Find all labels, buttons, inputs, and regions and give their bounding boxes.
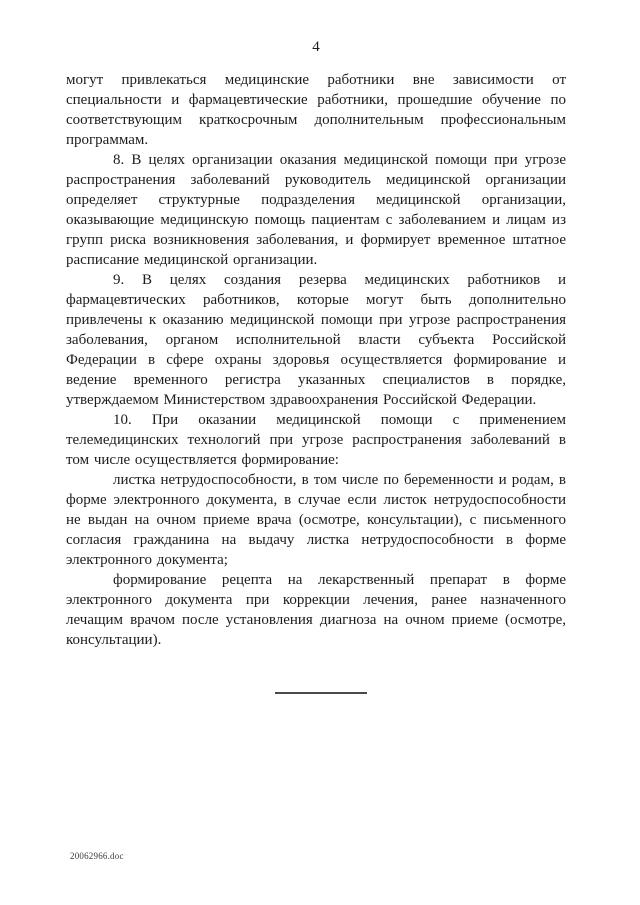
paragraph-item-10: 10. При оказании медицинской помощи с применением телемедицинских технологий при угрозе распространения заболеваний в том числе осуществляется формирование: (66, 412, 566, 468)
paragraph-item-8: 8. В целях организации оказания медицинской помощи при угрозе распространения заболеваний руководитель медицинской организации определяет структурные подразделения медицинской организации, оказывающие медицинскую помощь пациентам с заболеванием и лицам из групп риска возникновения заболевания, и формирует временное штатное расписание медицинской организации. (66, 152, 566, 268)
paragraph-item-10-sub-2: формирование рецепта на лекарственный препарат в форме электронного документа при коррекции лечения, ранее назначенного лечащим врачом после установления диагноза на очном приеме (осмотре, консультации). (66, 572, 566, 648)
paragraph-continuation: могут привлекаться медицинские работники вне зависимости от специальности и фармацевтические работники, прошедшие обучение по соответствующим краткосрочным дополнительным профессиональным программам. (66, 72, 566, 148)
document-body (66, 70, 566, 650)
paragraph-item-9: 9. В целях создания резерва медицинских работников и фармацевтических работников, которые могут быть дополнительно привлечены к оказанию медицинской помощи при угрозе распространения заболевания, органом исполнительной власти субъекта Российской Федерации в сфере охраны здоровья осуществляется формирование и ведение временного регистра указанных специалистов в порядке, утверждаемом Министерством здравоохранения Российской Федерации. (66, 272, 566, 408)
page-number: 4 (312, 39, 320, 55)
paragraph-item-10-sub-1: листка нетрудоспособности, в том числе по беременности и родам, в форме электронного документа, в случае если листок нетрудоспособности не выдан на очном приеме врача (осмотре, консультации), с письменного согласия гражданина на выдачу листка нетрудоспособности в форме электронного документа; (66, 472, 566, 568)
footer-filename: 20062966.doc (70, 851, 124, 861)
section-separator-line (275, 692, 367, 694)
